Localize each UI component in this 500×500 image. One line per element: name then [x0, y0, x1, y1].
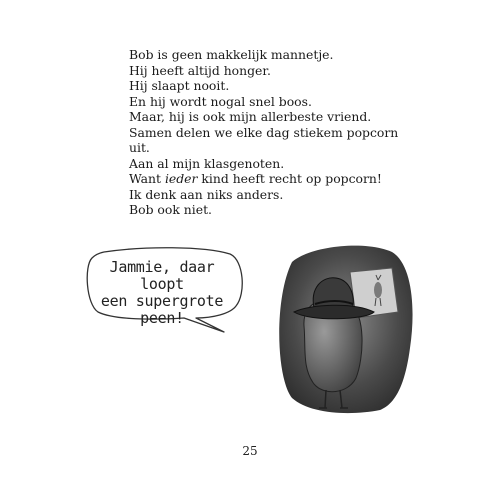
- story-line: En hij wordt nogal snel boos.: [129, 93, 312, 109]
- story-line: Bob ook niet.: [129, 202, 212, 217]
- speech-bubble: [84, 246, 244, 336]
- bob-illustration: [270, 238, 415, 416]
- page-number: 25: [242, 444, 258, 458]
- story-line: Ik denk aan niks anders.: [129, 186, 284, 202]
- emphasized-word: ieder: [164, 171, 198, 186]
- story-line: Aan al mijn klasgenoten.: [129, 155, 285, 171]
- speech-line: een supergrote: [100, 292, 224, 310]
- story-line: Samen delen we elke dag stiekem popcorn: [129, 124, 399, 140]
- speech-line: peen!: [140, 309, 184, 327]
- story-line: uit.: [129, 140, 150, 155]
- story-line: Bob is geen makkelijk mannetje.: [129, 47, 334, 62]
- story-text: [129, 47, 399, 218]
- story-line: Hij slaapt nooit.: [129, 78, 230, 93]
- bob-leg: [325, 390, 326, 408]
- story-line: Maar, hij is ook mijn allerbeste vriend.: [129, 109, 372, 124]
- speech-line: Jammie, daar loopt: [109, 258, 215, 293]
- speech-bubble-text: [92, 259, 232, 327]
- story-line-emphasis: Want ieder kind heeft recht op popcorn!: [129, 171, 382, 186]
- story-line: Hij heeft altijd honger.: [129, 62, 271, 78]
